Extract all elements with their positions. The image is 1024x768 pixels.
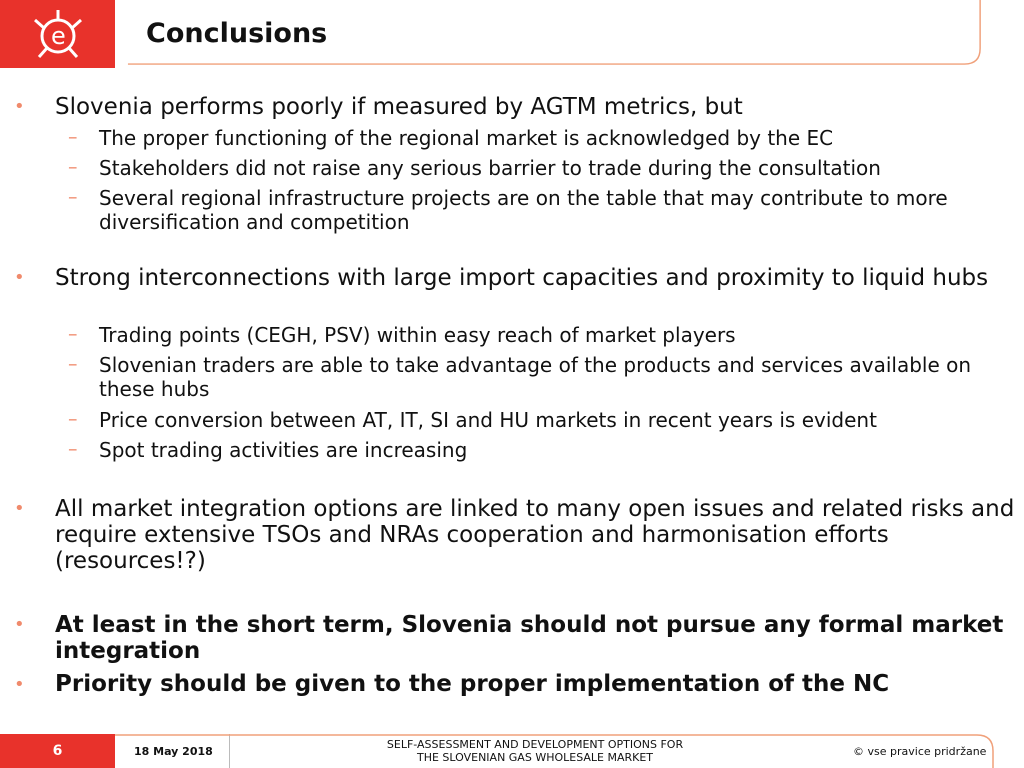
bullet-marker: • xyxy=(14,674,25,695)
sub-bullet-text: Stakeholders did not raise any serious barrier to trade during the consultation xyxy=(99,156,881,180)
bullet-text: Slovenia performs poorly if measured by AGTM metrics, but xyxy=(55,94,743,120)
bullet-marker: • xyxy=(14,96,25,117)
sub-bullet-dash: – xyxy=(68,408,78,430)
logo xyxy=(0,0,115,68)
bullet-marker: • xyxy=(14,498,25,519)
sub-bullet-text: Slovenian traders are able to take advantage of the products and services available on these hubs xyxy=(99,353,972,401)
e-logo-icon xyxy=(30,8,86,60)
sub-bullet-text: Trading points (CEGH, PSV) within easy reach of market players xyxy=(99,323,736,347)
sub-bullet-text: Spot trading activities are increasing xyxy=(99,438,468,462)
page-number: 6 xyxy=(0,734,115,768)
footer-title-line: THE SLOVENIAN GAS WHOLESALE MARKET xyxy=(416,751,654,764)
sub-bullet-text: The proper functioning of the regional market is acknowledged by the EC xyxy=(99,126,834,150)
sub-bullet-dash: – xyxy=(68,323,78,345)
sub-bullet-dash: – xyxy=(68,126,78,148)
bullet-text: All market integration options are linked to many open issues and related risks and require extensive TSOs and NRAs cooperation and harmonisation efforts (resources!?) xyxy=(55,496,1015,574)
sub-bullet-dash: – xyxy=(68,186,78,208)
sub-bullet-dash: – xyxy=(68,156,78,178)
slide-header xyxy=(0,0,1024,68)
slide-footer xyxy=(0,734,1024,768)
bullet-text: Priority should be given to the proper implementation of the NC xyxy=(55,671,890,697)
footer-date: 18 May 2018 xyxy=(134,745,213,758)
bullet-marker: • xyxy=(14,267,25,288)
bullet-text: At least in the short term, Slovenia should not pursue any formal market integration xyxy=(55,612,1004,664)
sub-bullet-dash: – xyxy=(68,353,78,375)
bullet-text: Strong interconnections with large import capacities and proximity to liquid hubs xyxy=(55,265,989,291)
sub-bullet-text: Price conversion between AT, IT, SI and HU markets in recent years is evident xyxy=(99,408,877,432)
bullet-marker: • xyxy=(14,614,25,635)
page-title: Conclusions xyxy=(146,18,328,49)
svg-text:e: e xyxy=(51,22,66,50)
footer-title-line: SELF-ASSESSMENT AND DEVELOPMENT OPTIONS FOR xyxy=(386,738,684,751)
copyright: © vse pravice pridržane xyxy=(853,745,987,758)
sub-bullet-text: Several regional infrastructure projects are on the table that may contribute to more diversification and competition xyxy=(99,186,948,234)
sub-bullet-dash: – xyxy=(68,438,78,460)
